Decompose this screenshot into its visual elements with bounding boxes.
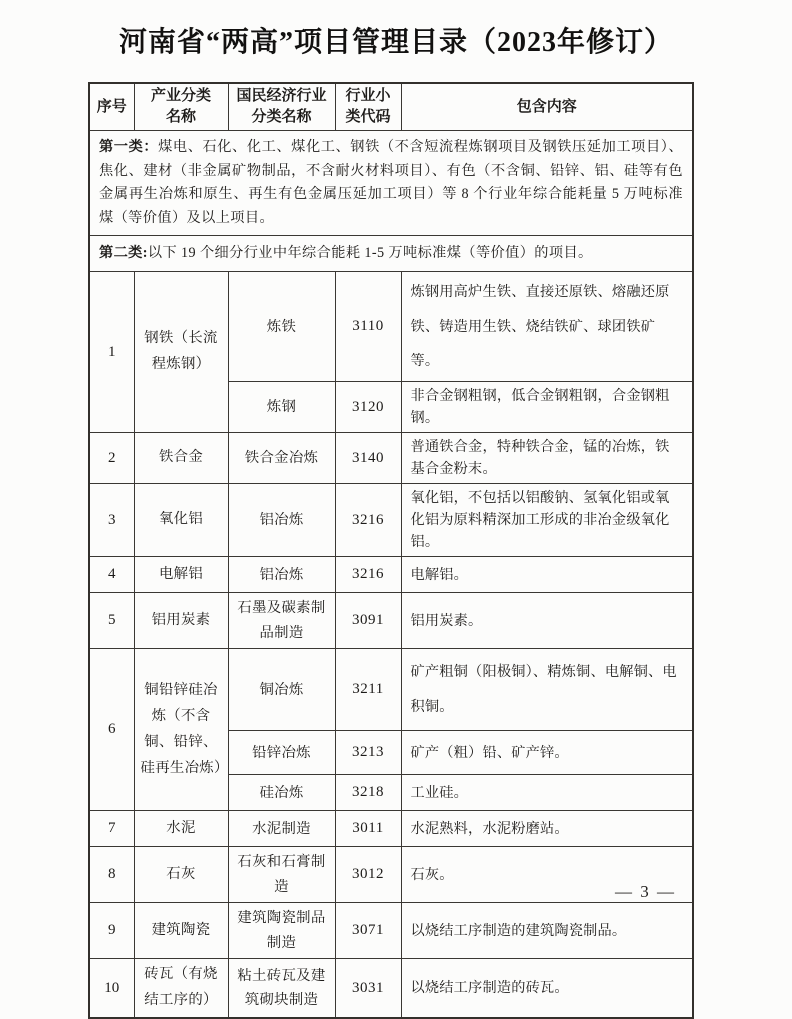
category-note-row <box>89 236 693 272</box>
page-number: — 3 — <box>615 882 676 901</box>
table-row <box>89 433 693 484</box>
industry-code-cell: 3012 <box>335 847 401 903</box>
content-cell: 炼钢用高炉生铁、直接还原铁、熔融还原铁、铸造用生铁、烧结铁矿、球团铁矿等。 <box>401 272 693 382</box>
industry-name-cell: 砖瓦（有烧结工序的） <box>134 959 228 1018</box>
content-cell: 氧化铝，不包括以铝酸钠、氢氧化铝或氧化铝为原料精深加工形成的非冶金级氧化铝。 <box>401 484 693 557</box>
content-cell: 非合金钢粗钢，低合金钢粗钢，合金钢粗钢。 <box>401 382 693 433</box>
sector-name-cell: 粘土砖瓦及建筑砌块制造 <box>228 959 335 1018</box>
industry-code-cell: 3216 <box>335 557 401 593</box>
row-number-cell: 7 <box>89 811 134 847</box>
industry-name-cell: 铜铅锌硅冶炼（不含铜、铅锌、硅再生冶炼） <box>134 649 228 811</box>
sector-name-cell: 石墨及碳素制品制造 <box>228 593 335 649</box>
industry-code-cell: 3140 <box>335 433 401 484</box>
sector-name-cell: 建筑陶瓷制品制造 <box>228 903 335 959</box>
sector-name-cell: 铝冶炼 <box>228 484 335 557</box>
industry-code-cell: 3211 <box>335 649 401 731</box>
industry-name-cell: 石灰 <box>134 847 228 903</box>
industry-name-cell: 建筑陶瓷 <box>134 903 228 959</box>
table-row <box>89 484 693 557</box>
content-cell: 普通铁合金，特种铁合金，锰的冶炼，铁基合金粉末。 <box>401 433 693 484</box>
row-number-cell: 6 <box>89 649 134 811</box>
industry-code-cell: 3091 <box>335 593 401 649</box>
directory-table <box>88 82 694 1019</box>
content-cell: 电解铝。 <box>401 557 693 593</box>
header-cell-no: 序号 <box>89 83 134 131</box>
industry-code-cell: 3071 <box>335 903 401 959</box>
row-number-cell: 4 <box>89 557 134 593</box>
content-cell: 水泥熟料，水泥粉磨站。 <box>401 811 693 847</box>
table-row <box>89 593 693 649</box>
row-number-cell: 9 <box>89 903 134 959</box>
category-note-cell: 第二类:以下 19 个细分行业中年综合能耗 1-5 万吨标准煤（等价值）的项目。 <box>89 236 693 272</box>
table-row <box>89 959 693 1018</box>
sector-name-cell: 炼钢 <box>228 382 335 433</box>
table-row <box>89 811 693 847</box>
industry-name-cell: 铝用炭素 <box>134 593 228 649</box>
content-cell: 工业硅。 <box>401 775 693 811</box>
row-number-cell: 10 <box>89 959 134 1018</box>
header-cell-content: 包含内容 <box>401 83 693 131</box>
category-label: 第二类: <box>99 244 148 261</box>
page-title: 河南省“两高”项目管理目录（2023年修订） <box>118 27 673 58</box>
industry-code-cell: 3110 <box>335 272 401 382</box>
sector-name-cell: 铜冶炼 <box>228 649 335 731</box>
category-note-cell: 第一类：煤电、石化、化工、煤化工、钢铁（不含短流程炼钢项目及钢铁压延加工项目）、焦化、建材（非金属矿物制品，不含耐火材料项目）、有色（不含铜、铅锌、铝、硅等有色金属再生冶炼和原生、再生有色金属压延加工项目）等 8 个行业年综合能耗量 5 万吨标准煤（等价值）及以上项目。 <box>89 131 693 236</box>
industry-code-cell: 3011 <box>335 811 401 847</box>
header-cell-sector: 国民经济行业分类名称 <box>228 83 335 131</box>
sector-name-cell: 铝冶炼 <box>228 557 335 593</box>
category-note-row <box>89 131 693 236</box>
table-row <box>89 847 693 903</box>
industry-name-cell: 钢铁（长流程炼钢） <box>134 272 228 433</box>
content-cell: 以烧结工序制造的砖瓦。 <box>401 959 693 1018</box>
category-label: 第一类： <box>99 139 159 155</box>
row-number-cell: 8 <box>89 847 134 903</box>
row-number-cell: 5 <box>89 593 134 649</box>
sector-name-cell: 硅冶炼 <box>228 775 335 811</box>
content-cell: 石灰。 <box>401 847 693 903</box>
industry-name-cell: 氧化铝 <box>134 484 228 557</box>
content-cell: 铝用炭素。 <box>401 593 693 649</box>
industry-code-cell: 3218 <box>335 775 401 811</box>
sector-name-cell: 炼铁 <box>228 272 335 382</box>
table-row <box>89 903 693 959</box>
table-row <box>89 557 693 593</box>
table-row <box>89 649 693 731</box>
industry-code-cell: 3120 <box>335 382 401 433</box>
row-number-cell: 2 <box>89 433 134 484</box>
industry-name-cell: 水泥 <box>134 811 228 847</box>
directory-table-container <box>88 82 694 1019</box>
header-cell-code: 行业小类代码 <box>335 83 401 131</box>
content-cell: 矿产粗铜（阳极铜）、精炼铜、电解铜、电积铜。 <box>401 649 693 731</box>
industry-code-cell: 3216 <box>335 484 401 557</box>
sector-name-cell: 石灰和石膏制造 <box>228 847 335 903</box>
sector-name-cell: 铁合金冶炼 <box>228 433 335 484</box>
industry-name-cell: 铁合金 <box>134 433 228 484</box>
row-number-cell: 3 <box>89 484 134 557</box>
content-cell: 以烧结工序制造的建筑陶瓷制品。 <box>401 903 693 959</box>
header-cell-industry: 产业分类名称 <box>134 83 228 131</box>
sector-name-cell: 水泥制造 <box>228 811 335 847</box>
industry-name-cell: 电解铝 <box>134 557 228 593</box>
sector-name-cell: 铅锌冶炼 <box>228 731 335 775</box>
industry-code-cell: 3213 <box>335 731 401 775</box>
table-row <box>89 272 693 382</box>
header-row <box>89 83 693 131</box>
content-cell: 矿产（粗）铅、矿产锌。 <box>401 731 693 775</box>
row-number-cell: 1 <box>89 272 134 433</box>
industry-code-cell: 3031 <box>335 959 401 1018</box>
